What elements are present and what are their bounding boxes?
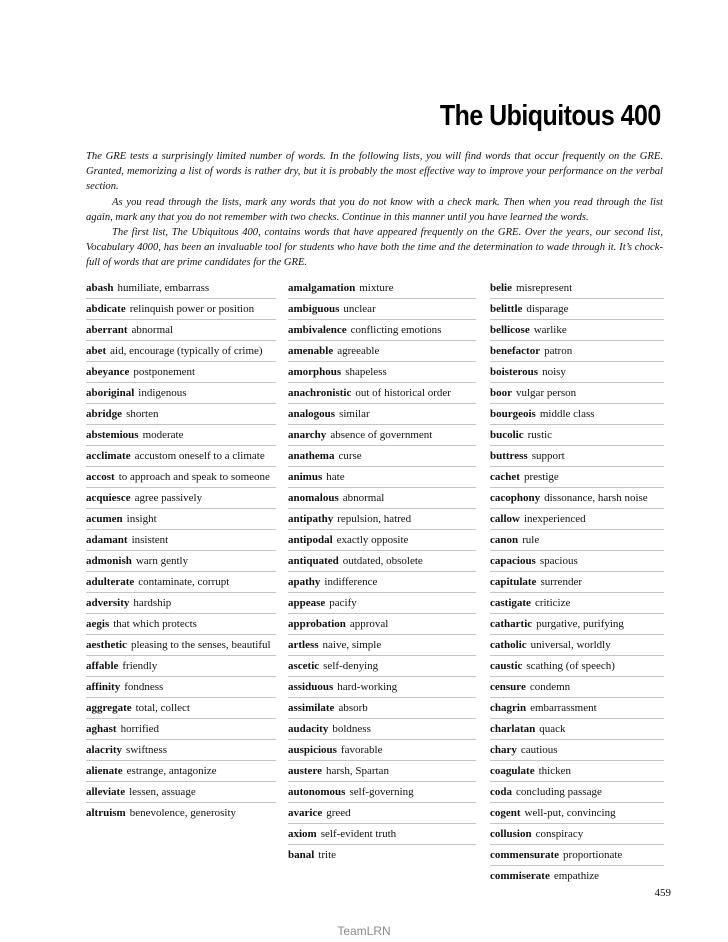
- vocab-word: amalgamation: [288, 282, 356, 294]
- vocab-word: boisterous: [490, 366, 539, 378]
- vocab-entry: [490, 823, 664, 844]
- vocab-entry: [86, 655, 276, 676]
- vocab-definition: thicken: [538, 765, 571, 777]
- vocab-word: altruism: [86, 807, 126, 819]
- vocab-definition: relinquish power or position: [129, 303, 255, 315]
- vocab-entry: [86, 340, 276, 361]
- vocab-entry: [490, 278, 664, 298]
- vocab-entry: [490, 592, 664, 613]
- vocab-entry: [288, 466, 476, 487]
- vocab-word: aggregate: [86, 702, 132, 714]
- vocab-word: acumen: [86, 513, 123, 525]
- vocab-entry: [86, 697, 276, 718]
- intro-paragraph: The first list, The Ubiquitous 400, contains words that have appeared frequently on the GRE. Over the years, our second list, Vocabulary 4000, has been an invaluable tool for students who have both the time and the determination to wade through it. It’s chock-full of words that are prime candidates for the GRE.: [86, 227, 663, 269]
- vocab-entry: [288, 487, 476, 508]
- vocab-definition: that which protects: [113, 618, 197, 630]
- vocab-definition: pacify: [329, 597, 357, 609]
- vocab-definition: misrepresent: [516, 282, 573, 294]
- vocab-definition: hate: [326, 471, 345, 483]
- vocab-entry: [288, 298, 476, 319]
- vocab-word: coda: [490, 786, 512, 798]
- vocab-word: chagrin: [490, 702, 527, 714]
- vocab-definition: pleasing to the senses, beautiful: [130, 639, 271, 651]
- vocab-word: axiom: [288, 828, 317, 840]
- vocab-entry: [86, 739, 276, 760]
- vocab-word: assimilate: [288, 702, 335, 714]
- vocab-definition: friendly: [122, 660, 158, 672]
- vocab-entry: [490, 739, 664, 760]
- intro-paragraph: The GRE tests a surprisingly limited number of words. In the following lists, you will find words that occur frequently on the GRE. Granted, memorizing a list of words is rather dry, but it is probably the most effective way to improve your performance on the verbal section.: [86, 151, 663, 193]
- vocab-definition: vulgar person: [516, 387, 577, 399]
- vocab-entry: [490, 550, 664, 571]
- vocab-word: apathy: [288, 576, 321, 588]
- footer-watermark: TeamLRN: [337, 924, 391, 938]
- vocab-entry: [288, 571, 476, 592]
- vocab-word: bucolic: [490, 429, 524, 441]
- vocab-entry: [86, 634, 276, 655]
- vocab-word: approbation: [288, 618, 346, 630]
- vocab-entry: [288, 592, 476, 613]
- vocab-word: animus: [288, 471, 323, 483]
- vocab-word: cacophony: [490, 492, 541, 504]
- vocab-entry: [490, 676, 664, 697]
- vocab-entry: [288, 403, 476, 424]
- vocab-entry: [490, 865, 664, 886]
- vocab-entry: [288, 844, 476, 865]
- vocab-definition: indigenous: [138, 387, 187, 399]
- vocab-definition: universal, worldly: [530, 639, 611, 651]
- vocab-entry: [86, 319, 276, 340]
- vocab-word: abstemious: [86, 429, 139, 441]
- vocab-word: belie: [490, 282, 512, 294]
- vocab-word: cathartic: [490, 618, 533, 630]
- vocab-definition: shapeless: [345, 366, 387, 378]
- vocab-definition: hardship: [133, 597, 172, 609]
- vocab-entry: [288, 550, 476, 571]
- vocab-entry: [288, 823, 476, 844]
- vocab-entry: [490, 340, 664, 361]
- vocab-definition: benevolence, generosity: [129, 807, 237, 819]
- vocab-word: anachronistic: [288, 387, 352, 399]
- vocab-word: anomalous: [288, 492, 339, 504]
- vocab-word: aberrant: [86, 324, 128, 336]
- vocab-word: catholic: [490, 639, 527, 651]
- vocab-entry: [288, 634, 476, 655]
- vocab-definition: moderate: [142, 429, 184, 441]
- vocab-entry: [86, 508, 276, 529]
- vocab-definition: condemn: [529, 681, 571, 693]
- vocab-word: anarchy: [288, 429, 327, 441]
- vocab-entry: [490, 802, 664, 823]
- vocab-definition: postponement: [133, 366, 196, 378]
- vocab-definition: horrified: [120, 723, 160, 735]
- vocab-word: bellicose: [490, 324, 530, 336]
- vocab-word: commensurate: [490, 849, 560, 861]
- vocab-entry: [490, 634, 664, 655]
- vocab-entry: [490, 760, 664, 781]
- vocab-definition: contaminate, corrupt: [138, 576, 230, 588]
- vocab-word: acclimate: [86, 450, 131, 462]
- vocab-definition: cautious: [520, 744, 558, 756]
- vocab-entry: [490, 613, 664, 634]
- vocab-entry: [86, 718, 276, 739]
- vocab-word: antipodal: [288, 534, 333, 546]
- vocab-word: coagulate: [490, 765, 535, 777]
- vocab-definition: middle class: [539, 408, 595, 420]
- vocab-definition: abnormal: [131, 324, 174, 336]
- vocab-definition: similar: [339, 408, 370, 420]
- vocab-word: aesthetic: [86, 639, 127, 651]
- vocab-definition: self-denying: [323, 660, 379, 672]
- vocab-word: alacrity: [86, 744, 123, 756]
- vocab-definition: embarrassment: [530, 702, 597, 714]
- vocab-word: analogous: [288, 408, 336, 420]
- vocab-definition: estrange, antagonize: [126, 765, 217, 777]
- vocab-word: amenable: [288, 345, 334, 357]
- vocab-entry: [490, 487, 664, 508]
- vocab-definition: rule: [522, 534, 540, 546]
- vocab-entry: [288, 361, 476, 382]
- vocab-entry: [490, 382, 664, 403]
- vocab-entry: [490, 319, 664, 340]
- vocab-definition: hard-working: [337, 681, 398, 693]
- vocab-word: antiquated: [288, 555, 339, 567]
- vocab-word: abeyance: [86, 366, 130, 378]
- vocab-entry: [86, 382, 276, 403]
- vocab-entry: [490, 508, 664, 529]
- vocab-entry: [86, 781, 276, 802]
- vocab-entry: [288, 382, 476, 403]
- vocab-entry: [288, 445, 476, 466]
- vocab-word: censure: [490, 681, 526, 693]
- vocab-entry: [490, 781, 664, 802]
- vocab-definition: spacious: [539, 555, 578, 567]
- vocab-definition: out of historical order: [355, 387, 451, 399]
- vocab-word: adulterate: [86, 576, 135, 588]
- vocab-definition: noisy: [542, 366, 566, 378]
- vocab-definition: empathize: [553, 870, 600, 882]
- vocab-entry: [288, 319, 476, 340]
- vocab-definition: humiliate, embarrass: [117, 282, 210, 294]
- vocab-word: abdicate: [86, 303, 126, 315]
- vocab-definition: conflicting emotions: [350, 324, 442, 336]
- vocab-definition: shorten: [126, 408, 159, 420]
- vocab-word: amorphous: [288, 366, 342, 378]
- vocab-word: alleviate: [86, 786, 126, 798]
- vocab-definition: warn gently: [135, 555, 189, 567]
- vocab-definition: total, collect: [135, 702, 190, 714]
- vocab-entry: [288, 529, 476, 550]
- vocab-word: bourgeois: [490, 408, 536, 420]
- vocab-entry: [86, 676, 276, 697]
- vocab-entry: [86, 361, 276, 382]
- vocab-entry: [288, 760, 476, 781]
- vocab-definition: warlike: [533, 324, 567, 336]
- vocab-word: callow: [490, 513, 520, 525]
- vocab-entry: [490, 424, 664, 445]
- vocab-entry: [490, 571, 664, 592]
- vocab-definition: insistent: [131, 534, 169, 546]
- vocab-entry: [490, 655, 664, 676]
- vocab-word: abet: [86, 345, 107, 357]
- vocab-definition: prestige: [523, 471, 559, 483]
- vocab-definition: patron: [544, 345, 573, 357]
- page-number: 459: [654, 887, 671, 899]
- vocab-definition: proportionate: [563, 849, 623, 861]
- vocab-entry: [490, 718, 664, 739]
- vocab-definition: aid, encourage (typically of crime): [110, 345, 263, 357]
- vocab-definition: quack: [539, 723, 566, 735]
- vocab-word: adamant: [86, 534, 128, 546]
- vocab-word: charlatan: [490, 723, 536, 735]
- word-list-column-3: [490, 278, 664, 886]
- vocab-entry: [288, 655, 476, 676]
- vocab-entry: [86, 529, 276, 550]
- vocab-definition: purgative, purifying: [536, 618, 624, 630]
- vocab-word: assiduous: [288, 681, 334, 693]
- vocab-word: affable: [86, 660, 119, 672]
- vocab-entry: [86, 613, 276, 634]
- vocab-definition: inexperienced: [523, 513, 586, 525]
- vocab-word: boor: [490, 387, 512, 399]
- vocab-entry: [490, 445, 664, 466]
- vocab-word: capacious: [490, 555, 536, 567]
- vocab-word: castigate: [490, 597, 531, 609]
- vocab-entry: [86, 760, 276, 781]
- vocab-word: adversity: [86, 597, 130, 609]
- vocab-definition: abnormal: [342, 492, 385, 504]
- vocab-word: avarice: [288, 807, 323, 819]
- vocab-word: audacity: [288, 723, 329, 735]
- vocab-definition: outdated, obsolete: [342, 555, 423, 567]
- vocab-entry: [86, 298, 276, 319]
- vocab-definition: to approach and speak to someone: [118, 471, 270, 483]
- vocab-entry: [288, 697, 476, 718]
- vocab-word: caustic: [490, 660, 523, 672]
- vocab-word: admonish: [86, 555, 132, 567]
- vocab-word: canon: [490, 534, 519, 546]
- vocab-entry: [288, 781, 476, 802]
- vocab-word: cachet: [490, 471, 520, 483]
- vocab-definition: indifference: [324, 576, 378, 588]
- vocab-definition: well-put, convincing: [524, 807, 616, 819]
- vocab-word: acquiesce: [86, 492, 131, 504]
- vocab-definition: greed: [326, 807, 351, 819]
- vocab-word: autonomous: [288, 786, 346, 798]
- vocab-entry: [86, 424, 276, 445]
- vocab-word: affinity: [86, 681, 121, 693]
- vocab-definition: lessen, assuage: [129, 786, 196, 798]
- vocab-entry: [86, 592, 276, 613]
- vocab-word: accost: [86, 471, 115, 483]
- vocab-word: capitulate: [490, 576, 537, 588]
- vocab-definition: surrender: [540, 576, 582, 588]
- vocab-word: cogent: [490, 807, 521, 819]
- vocab-word: abridge: [86, 408, 123, 420]
- vocab-definition: mixture: [359, 282, 394, 294]
- vocab-entry: [86, 571, 276, 592]
- vocab-definition: swiftness: [126, 744, 167, 756]
- word-list-column-2: [288, 278, 476, 865]
- vocab-word: commiserate: [490, 870, 550, 882]
- vocab-entry: [86, 802, 276, 823]
- vocab-entry: [86, 487, 276, 508]
- vocab-entry: [86, 445, 276, 466]
- vocab-word: buttress: [490, 450, 528, 462]
- vocab-definition: curse: [338, 450, 362, 462]
- vocab-word: alienate: [86, 765, 123, 777]
- vocab-definition: naive, simple: [322, 639, 382, 651]
- vocab-definition: conspiracy: [535, 828, 584, 840]
- vocab-definition: support: [531, 450, 565, 462]
- vocab-entry: [490, 697, 664, 718]
- vocab-definition: dissonance, harsh noise: [544, 492, 648, 504]
- vocab-definition: harsh, Spartan: [326, 765, 389, 777]
- vocab-entry: [288, 424, 476, 445]
- vocab-entry: [288, 802, 476, 823]
- vocab-definition: rustic: [527, 429, 553, 441]
- vocab-definition: criticize: [534, 597, 571, 609]
- vocab-definition: fondness: [124, 681, 164, 693]
- vocab-entry: [490, 466, 664, 487]
- vocab-word: ambivalence: [288, 324, 347, 336]
- vocab-word: aghast: [86, 723, 117, 735]
- vocab-entry: [288, 718, 476, 739]
- vocab-definition: agreeable: [337, 345, 380, 357]
- vocab-definition: self-evident truth: [320, 828, 397, 840]
- vocab-entry: [490, 361, 664, 382]
- vocab-word: appease: [288, 597, 326, 609]
- vocab-definition: concluding passage: [516, 786, 602, 798]
- vocab-definition: insight: [126, 513, 157, 525]
- vocab-entry: [288, 676, 476, 697]
- vocab-word: collusion: [490, 828, 532, 840]
- vocab-entry: [86, 278, 276, 298]
- vocab-definition: disparage: [526, 303, 569, 315]
- vocab-entry: [490, 844, 664, 865]
- vocab-word: auspicious: [288, 744, 337, 756]
- vocab-definition: exactly opposite: [336, 534, 409, 546]
- vocab-definition: approval: [349, 618, 389, 630]
- vocab-entry: [288, 739, 476, 760]
- vocab-word: belittle: [490, 303, 523, 315]
- vocab-word: austere: [288, 765, 323, 777]
- word-list-column-1: [86, 278, 276, 823]
- vocab-definition: self-governing: [349, 786, 414, 798]
- vocab-word: aboriginal: [86, 387, 135, 399]
- vocab-definition: absence of government: [330, 429, 433, 441]
- intro-paragraph: As you read through the lists, mark any words that you do not know with a check mark. Then when you read through the list again, mark any that you do not remember with two checks. Continue in this manner until you have learned the words.: [86, 196, 663, 223]
- page-title: The Ubiquitous 400: [440, 100, 661, 132]
- vocab-word: anathema: [288, 450, 335, 462]
- vocab-definition: absorb: [338, 702, 368, 714]
- vocab-word: chary: [490, 744, 517, 756]
- vocab-entry: [86, 466, 276, 487]
- vocab-entry: [288, 278, 476, 298]
- vocab-word: banal: [288, 849, 315, 861]
- vocab-definition: accustom oneself to a climate: [134, 450, 265, 462]
- vocab-definition: unclear: [343, 303, 376, 315]
- vocab-word: aegis: [86, 618, 110, 630]
- vocab-entry: [490, 403, 664, 424]
- vocab-definition: favorable: [340, 744, 383, 756]
- vocab-entry: [86, 550, 276, 571]
- vocab-word: antipathy: [288, 513, 334, 525]
- vocab-definition: trite: [318, 849, 337, 861]
- vocab-entry: [288, 613, 476, 634]
- vocab-definition: repulsion, hatred: [337, 513, 412, 525]
- vocab-word: ascetic: [288, 660, 320, 672]
- vocab-word: artless: [288, 639, 319, 651]
- vocab-word: ambiguous: [288, 303, 340, 315]
- vocab-entry: [490, 529, 664, 550]
- vocab-entry: [288, 340, 476, 361]
- vocab-entry: [86, 403, 276, 424]
- vocab-definition: boldness: [332, 723, 371, 735]
- vocab-word: benefactor: [490, 345, 541, 357]
- intro-text: [86, 149, 663, 271]
- vocab-entry: [288, 508, 476, 529]
- vocab-entry: [490, 298, 664, 319]
- vocab-word: abash: [86, 282, 114, 294]
- vocab-definition: agree passively: [134, 492, 203, 504]
- vocab-definition: scathing (of speech): [526, 660, 615, 672]
